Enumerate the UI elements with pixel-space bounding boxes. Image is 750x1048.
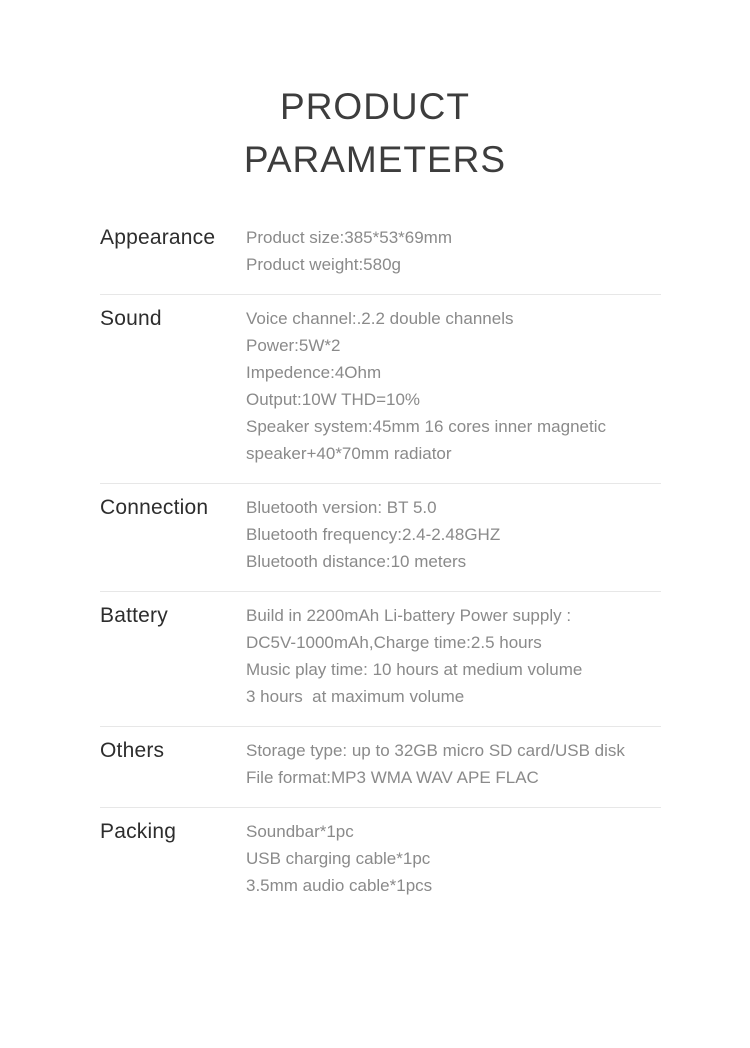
section-label: Others [100, 739, 165, 762]
spec-sections [100, 214, 661, 915]
spec-section-battery [100, 592, 661, 727]
product-parameters-sheet [0, 80, 750, 915]
page-title-line-2: PARAMETERS [243, 139, 507, 180]
spec-section-connection [100, 484, 661, 592]
spec-line: USB charging cable*1pc [246, 849, 431, 868]
spec-line: Power:5W*2 [246, 336, 341, 355]
spec-line: speaker+40*70mm radiator [246, 444, 452, 463]
page-title [0, 80, 750, 186]
spec-line: Speaker system:45mm 16 cores inner magnetic [246, 417, 606, 436]
spec-line: Bluetooth version: BT 5.0 [246, 498, 437, 517]
spec-line: Bluetooth distance:10 meters [246, 552, 467, 571]
spec-line: Music play time: 10 hours at medium volume [246, 660, 583, 679]
section-content [246, 602, 661, 710]
spec-section-sound [100, 295, 661, 484]
spec-line: 3.5mm audio cable*1pcs [246, 876, 433, 895]
spec-line: Product weight:580g [246, 255, 401, 274]
section-label: Appearance [100, 226, 216, 249]
spec-line: Build in 2200mAh Li-battery Power supply : [246, 606, 572, 625]
section-content [246, 224, 661, 278]
spec-line: 3 hours at maximum volume [246, 687, 465, 706]
section-label: Sound [100, 307, 162, 330]
section-label: Connection [100, 496, 209, 519]
section-content [246, 737, 661, 791]
section-label: Battery [100, 604, 168, 627]
page-title-line-1: PRODUCT [280, 86, 470, 127]
section-content [246, 494, 661, 575]
spec-section-appearance [100, 214, 661, 295]
spec-line: DC5V-1000mAh,Charge time:2.5 hours [246, 633, 542, 652]
spec-section-packing [100, 808, 661, 915]
spec-line: Voice channel:.2.2 double channels [246, 309, 514, 328]
spec-line: File format:MP3 WMA WAV APE FLAC [246, 768, 539, 787]
section-content [246, 305, 661, 467]
spec-line: Output:10W THD=10% [246, 390, 421, 409]
section-label: Packing [100, 820, 177, 843]
section-content [246, 818, 661, 899]
spec-line: Bluetooth frequency:2.4-2.48GHZ [246, 525, 501, 544]
spec-line: Product size:385*53*69mm [246, 228, 453, 247]
spec-line: Impedence:4Ohm [246, 363, 382, 382]
spec-section-others [100, 727, 661, 808]
spec-line: Soundbar*1pc [246, 822, 354, 841]
spec-line: Storage type: up to 32GB micro SD card/USB disk [246, 741, 625, 760]
